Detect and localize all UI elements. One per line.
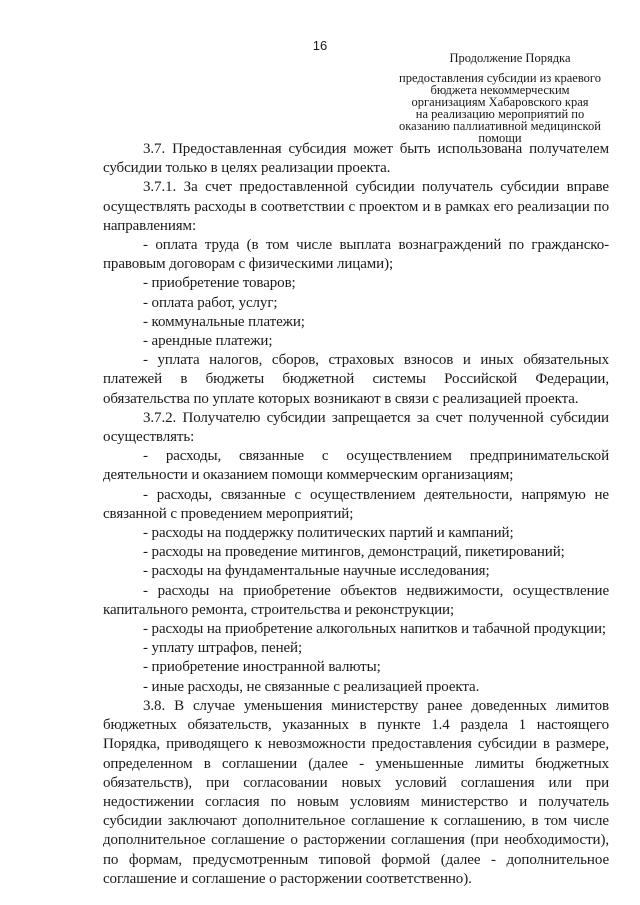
paragraph: 3.7.1. За счет предоставленной субсидии получатель субсидии вправе осуществлять расходы в соответствии с проектом и в рамках его реализации по направлениям: (103, 179, 609, 234)
paragraph: 3.7.2. Получателю субсидии запрещается за счет полученной субсидии осуществлять: (103, 409, 609, 446)
list-item: - иные расходы, не связанные с реализацией проекта. (143, 678, 480, 695)
document-body (103, 140, 609, 889)
paragraph: 3.8. В случае уменьшения министерству ранее доведенных лимитов бюджетных обязательств, указанных в пункте 1.4 раздела 1 настоящего Порядка, приводящего к невозможности предоставления субсидии в размере, определенном в соглашении (далее - уменьшенные лимиты бюджетных обязательств), при согласовании новых условий соглашения или при недостижении согласия по новым условиям министерство и получатель субсидии заключают дополнительное соглашение к соглашению, в том числе дополнительное соглашение о расторжении соглашения (при необходимости), по формам, предусмотренным типовой формой (далее - дополнительное соглашение и соглашение о расторжении соответственно). (103, 697, 609, 887)
list-item: - арендные платежи; (143, 333, 273, 350)
header-line: помощи (478, 131, 522, 145)
header-line: предоставления субсидии из краевого (399, 71, 601, 85)
list-item: - приобретение иностранной валюты; (143, 659, 381, 676)
document-header (385, 52, 615, 144)
list-item: - коммунальные платежи; (143, 313, 305, 330)
list-item: - уплату штрафов, пеней; (143, 640, 303, 657)
list-item: - приобретение товаров; (143, 275, 296, 292)
list-item: - расходы на поддержку политических партий и кампаний; (143, 525, 514, 542)
list-item: - оплата работ, услуг; (143, 294, 278, 311)
list-item: - расходы на приобретение объектов недвижимости, осуществление капитального ремонта, строительства и реконструкции; (103, 582, 609, 618)
header-title: Продолжение Порядка (449, 51, 571, 65)
header-line: оказанию паллиативной медицинской (399, 119, 601, 133)
list-item: - расходы на проведение митингов, демонстраций, пикетирований; (143, 544, 565, 561)
list-item: - расходы, связанные с осуществлением деятельности, напрямую не связанной с проведением мероприятий; (103, 486, 609, 522)
header-line: бюджета некоммерческим (430, 83, 570, 97)
header-line: организациям Хабаровского края (411, 95, 589, 109)
paragraph: 3.7. Предоставленная субсидия может быть использована получателем субсидии только в целях реализации проекта. (103, 141, 609, 177)
list-item: - оплата труда (в том числе выплата вознаграждений по гражданско-правовым договорам с физическими лицами); (103, 237, 609, 273)
header-line: на реализацию мероприятий по (415, 107, 585, 121)
list-item: - расходы на приобретение алкогольных напитков и табачной продукции; (143, 621, 606, 638)
list-item: - уплата налогов, сборов, страховых взносов и иных обязательных платежей в бюджеты бюджетной системы Российской Федерации, обязательства по уплате которых возникают в связи с реализацией проекта. (103, 352, 609, 407)
page-number: 16 (312, 38, 328, 53)
list-item: - расходы, связанные с осуществлением предпринимательской деятельности и оказанием помощи коммерческим организациям; (103, 448, 609, 484)
list-item: - расходы на фундаментальные научные исследования; (143, 563, 490, 580)
